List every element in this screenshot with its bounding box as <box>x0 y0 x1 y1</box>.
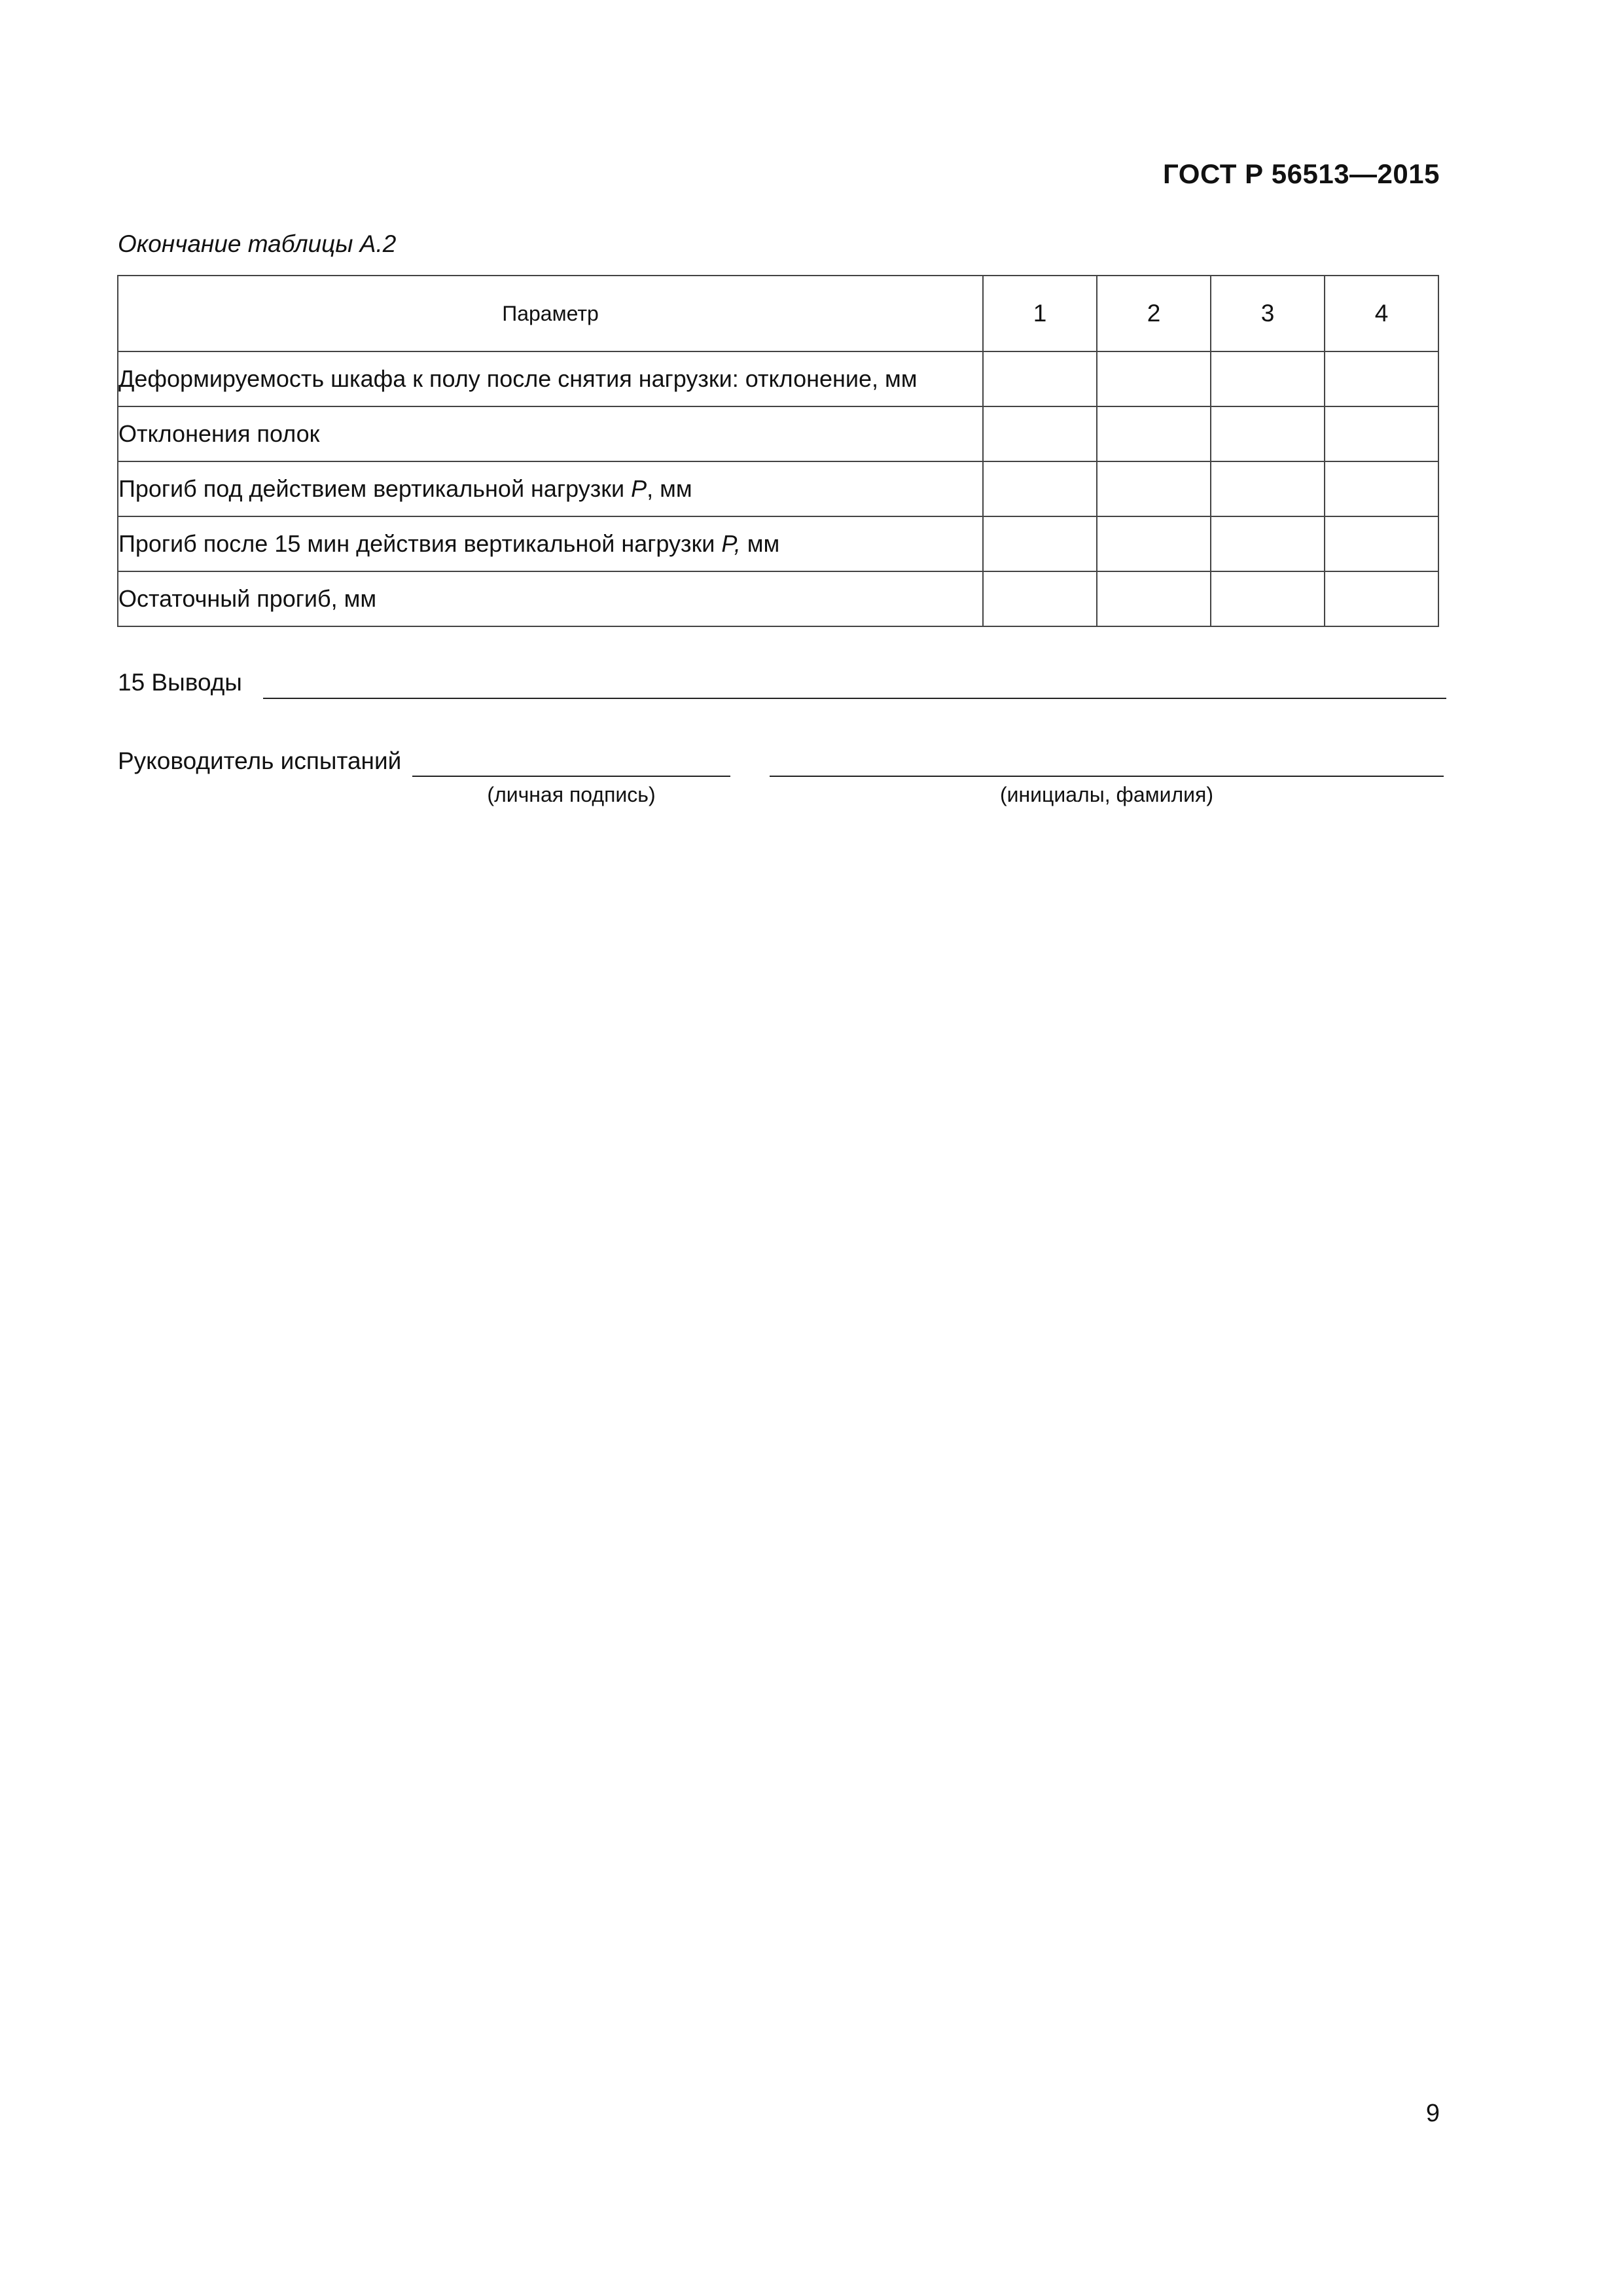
parameter-unit: мм <box>740 530 780 557</box>
parameter-text: Прогиб под действием вертикальной нагрузки <box>118 475 632 502</box>
signature-caption: (личная подпись) <box>487 783 656 806</box>
value-cell-1 <box>983 351 1097 406</box>
column-header-4: 4 <box>1325 276 1438 351</box>
parameter-text: Отклонения полок <box>118 420 320 447</box>
value-cell-3 <box>1211 516 1325 571</box>
column-header-2: 2 <box>1097 276 1211 351</box>
column-header-3: 3 <box>1211 276 1325 351</box>
name-fill-line <box>770 776 1444 777</box>
parameter-cell <box>118 461 983 516</box>
value-cell-4 <box>1325 571 1438 626</box>
table-row <box>118 516 1438 571</box>
value-cell-4 <box>1325 351 1438 406</box>
standard-code: ГОСТ Р 56513—2015 <box>1163 158 1440 189</box>
parameter-symbol: P, <box>721 530 741 557</box>
table-row <box>118 351 1438 406</box>
page-number: 9 <box>1425 2100 1440 2127</box>
value-cell-2 <box>1097 461 1211 516</box>
parameter-cell <box>118 406 983 461</box>
value-cell-3 <box>1211 461 1325 516</box>
value-cell-3 <box>1211 571 1325 626</box>
parameter-text: Деформируемость шкафа к полу после снятия нагрузки: отклонение, мм <box>118 365 918 392</box>
parameter-text: Остаточный прогиб, мм <box>118 585 377 612</box>
value-cell-1 <box>983 516 1097 571</box>
value-cell-4 <box>1325 461 1438 516</box>
value-cell-3 <box>1211 406 1325 461</box>
table-row <box>118 406 1438 461</box>
table-header-row <box>118 276 1438 351</box>
value-cell-2 <box>1097 406 1211 461</box>
value-cell-2 <box>1097 571 1211 626</box>
parameter-text: Прогиб после 15 мин действия вертикальной нагрузки <box>118 530 722 557</box>
conclusions-fill-line <box>263 698 1446 699</box>
value-cell-4 <box>1325 516 1438 571</box>
value-cell-1 <box>983 571 1097 626</box>
column-header-parameter: Параметр <box>118 276 983 351</box>
signature-fill-line <box>412 776 730 777</box>
value-cell-4 <box>1325 406 1438 461</box>
value-cell-1 <box>983 461 1097 516</box>
parameter-symbol: P <box>631 475 647 502</box>
parameter-unit: , мм <box>647 475 692 502</box>
table-row <box>118 571 1438 626</box>
parameter-cell <box>118 571 983 626</box>
value-cell-2 <box>1097 351 1211 406</box>
table-caption: Окончание таблицы А.2 <box>118 230 397 257</box>
conclusions-label: 15 Выводы <box>118 669 242 696</box>
parameters-table <box>117 275 1439 627</box>
value-cell-2 <box>1097 516 1211 571</box>
table-row <box>118 461 1438 516</box>
column-header-1: 1 <box>983 276 1097 351</box>
value-cell-1 <box>983 406 1097 461</box>
value-cell-3 <box>1211 351 1325 406</box>
parameter-cell <box>118 516 983 571</box>
test-supervisor-label: Руководитель испытаний <box>118 747 402 774</box>
name-caption: (инициалы, фамилия) <box>999 783 1214 806</box>
parameter-cell <box>118 351 983 406</box>
